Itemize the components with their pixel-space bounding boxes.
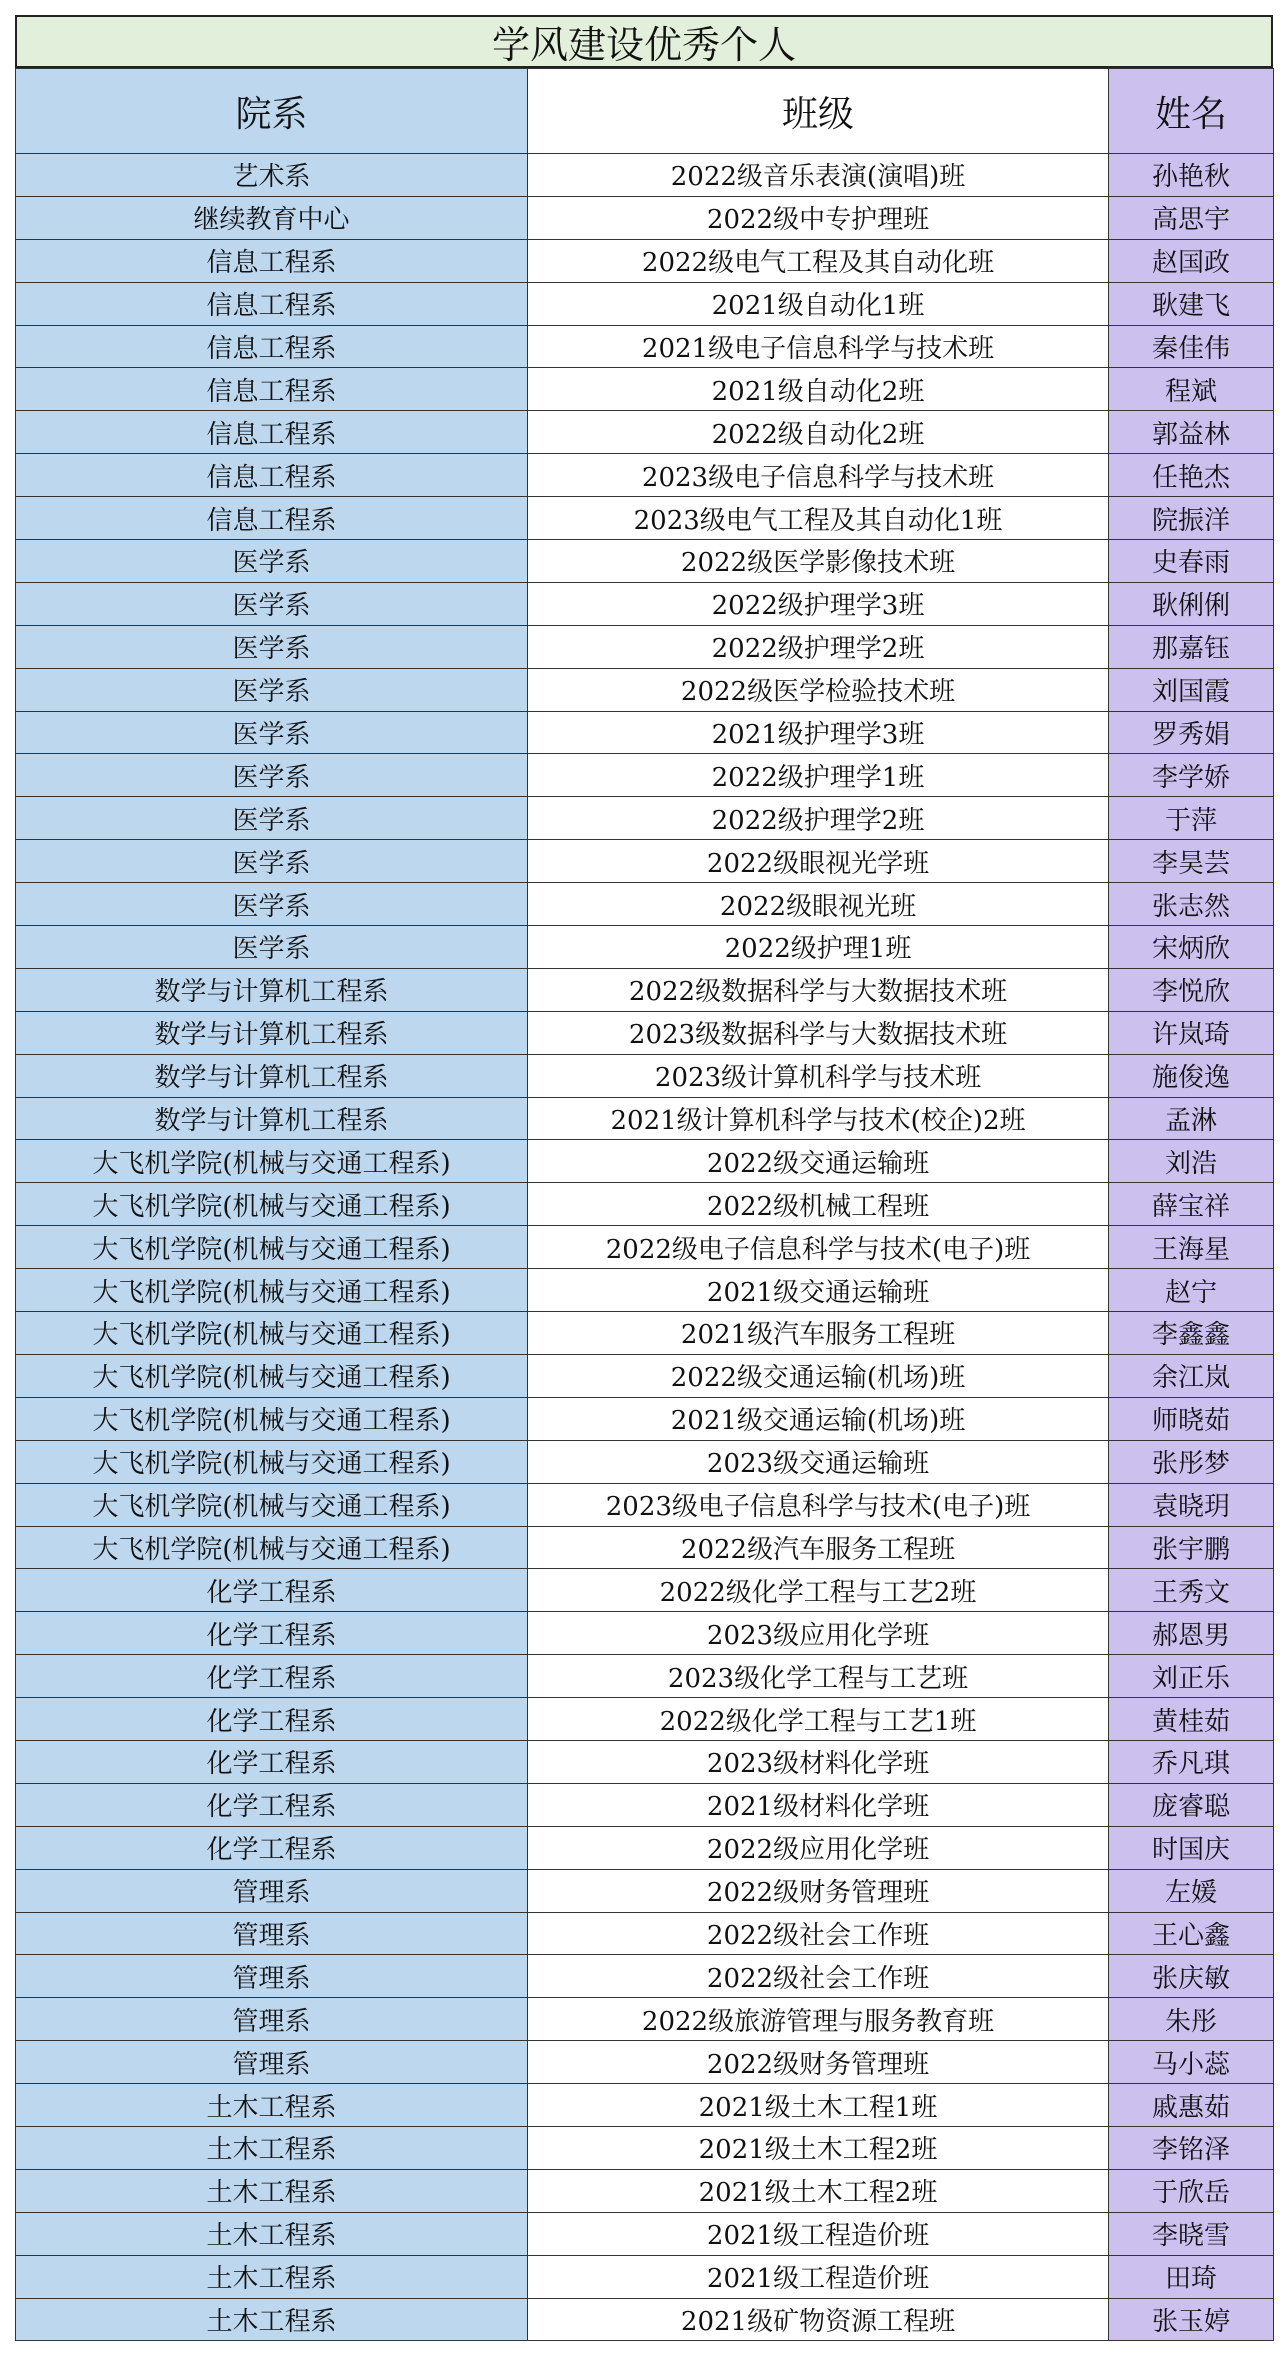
table-row <box>16 2126 1274 2169</box>
cell-name: 马小蕊 <box>1109 2041 1274 2084</box>
table-row <box>16 454 1274 497</box>
cell-name: 刘正乐 <box>1109 1655 1274 1698</box>
cell-class: 2022级护理学3班 <box>528 582 1109 625</box>
cell-dept: 医学系 <box>16 797 528 840</box>
header-row <box>16 69 1274 154</box>
cell-dept: 医学系 <box>16 582 528 625</box>
awardee-table <box>15 68 1274 2341</box>
cell-class: 2021级土木工程2班 <box>528 2126 1109 2169</box>
cell-dept: 数学与计算机工程系 <box>16 1011 528 1054</box>
cell-dept: 大飞机学院(机械与交通工程系) <box>16 1226 528 1269</box>
cell-class: 2022级化学工程与工艺1班 <box>528 1698 1109 1741</box>
cell-name: 李晓雪 <box>1109 2212 1274 2255</box>
cell-class: 2022级医学影像技术班 <box>528 540 1109 583</box>
cell-dept: 土木工程系 <box>16 2084 528 2127</box>
table-row <box>16 1483 1274 1526</box>
cell-class: 2023级电子信息科学与技术(电子)班 <box>528 1483 1109 1526</box>
cell-name: 刘国霞 <box>1109 668 1274 711</box>
cell-name: 耿建飞 <box>1109 282 1274 325</box>
cell-dept: 大飞机学院(机械与交通工程系) <box>16 1312 528 1355</box>
cell-class: 2022级电子信息科学与技术(电子)班 <box>528 1226 1109 1269</box>
table-row <box>16 497 1274 540</box>
cell-dept: 医学系 <box>16 540 528 583</box>
cell-class: 2021级工程造价班 <box>528 2212 1109 2255</box>
table-row <box>16 926 1274 969</box>
table-row <box>16 1698 1274 1741</box>
cell-name: 王海星 <box>1109 1226 1274 1269</box>
cell-class: 2022级交通运输(机场)班 <box>528 1354 1109 1397</box>
cell-dept: 信息工程系 <box>16 497 528 540</box>
award-sheet <box>15 15 1273 2341</box>
cell-class: 2021级计算机科学与技术(校企)2班 <box>528 1097 1109 1140</box>
cell-class: 2023级交通运输班 <box>528 1440 1109 1483</box>
cell-name: 刘浩 <box>1109 1140 1274 1183</box>
cell-name: 戚惠茹 <box>1109 2084 1274 2127</box>
cell-dept: 土木工程系 <box>16 2298 528 2341</box>
cell-class: 2021级护理学3班 <box>528 711 1109 754</box>
table-row <box>16 968 1274 1011</box>
cell-name: 乔凡琪 <box>1109 1740 1274 1783</box>
cell-class: 2021级自动化2班 <box>528 368 1109 411</box>
cell-name: 左媛 <box>1109 1869 1274 1912</box>
cell-class: 2022级数据科学与大数据技术班 <box>528 968 1109 1011</box>
cell-dept: 数学与计算机工程系 <box>16 1097 528 1140</box>
cell-name: 张庆敏 <box>1109 1955 1274 1998</box>
cell-dept: 大飞机学院(机械与交通工程系) <box>16 1440 528 1483</box>
cell-name: 院振洋 <box>1109 497 1274 540</box>
table-row <box>16 2255 1274 2298</box>
table-row <box>16 1955 1274 1998</box>
cell-class: 2021级土木工程2班 <box>528 2169 1109 2212</box>
cell-class: 2022级财务管理班 <box>528 2041 1109 2084</box>
cell-class: 2022级汽车服务工程班 <box>528 1526 1109 1569</box>
cell-class: 2021级汽车服务工程班 <box>528 1312 1109 1355</box>
cell-class: 2021级土木工程1班 <box>528 2084 1109 2127</box>
cell-name: 李悦欣 <box>1109 968 1274 1011</box>
cell-name: 施俊逸 <box>1109 1054 1274 1097</box>
cell-name: 赵宁 <box>1109 1269 1274 1312</box>
table-row <box>16 325 1274 368</box>
cell-class: 2022级旅游管理与服务教育班 <box>528 1998 1109 2041</box>
cell-name: 任艳杰 <box>1109 454 1274 497</box>
cell-dept: 化学工程系 <box>16 1655 528 1698</box>
cell-dept: 医学系 <box>16 668 528 711</box>
cell-name: 许岚琦 <box>1109 1011 1274 1054</box>
cell-name: 张玉婷 <box>1109 2298 1274 2341</box>
cell-class: 2022级机械工程班 <box>528 1183 1109 1226</box>
table-row <box>16 1226 1274 1269</box>
table-row <box>16 1054 1274 1097</box>
table-row <box>16 1912 1274 1955</box>
cell-name: 薛宝祥 <box>1109 1183 1274 1226</box>
cell-class: 2022级应用化学班 <box>528 1826 1109 1869</box>
cell-name: 孙艳秋 <box>1109 154 1274 197</box>
cell-dept: 土木工程系 <box>16 2255 528 2298</box>
table-row <box>16 883 1274 926</box>
cell-class: 2022级社会工作班 <box>528 1912 1109 1955</box>
table-row <box>16 1183 1274 1226</box>
cell-name: 王秀文 <box>1109 1569 1274 1612</box>
cell-class: 2021级交通运输班 <box>528 1269 1109 1312</box>
table-row <box>16 668 1274 711</box>
table-row <box>16 1612 1274 1655</box>
cell-dept: 继续教育中心 <box>16 196 528 239</box>
cell-class: 2023级化学工程与工艺班 <box>528 1655 1109 1698</box>
cell-class: 2023级应用化学班 <box>528 1612 1109 1655</box>
table-row <box>16 282 1274 325</box>
table-row <box>16 1011 1274 1054</box>
table-row <box>16 1097 1274 1140</box>
header-class: 班级 <box>528 69 1109 154</box>
cell-dept: 管理系 <box>16 2041 528 2084</box>
table-row <box>16 582 1274 625</box>
cell-dept: 大飞机学院(机械与交通工程系) <box>16 1354 528 1397</box>
table-row <box>16 1826 1274 1869</box>
cell-class: 2022级眼视光学班 <box>528 840 1109 883</box>
table-row <box>16 411 1274 454</box>
table-row <box>16 1397 1274 1440</box>
cell-class: 2022级音乐表演(演唱)班 <box>528 154 1109 197</box>
cell-name: 田琦 <box>1109 2255 1274 2298</box>
cell-class: 2022级财务管理班 <box>528 1869 1109 1912</box>
cell-dept: 信息工程系 <box>16 282 528 325</box>
table-row <box>16 1869 1274 1912</box>
cell-name: 宋炳欣 <box>1109 926 1274 969</box>
cell-dept: 信息工程系 <box>16 411 528 454</box>
cell-name: 张宇鹏 <box>1109 1526 1274 1569</box>
cell-name: 孟淋 <box>1109 1097 1274 1140</box>
cell-dept: 管理系 <box>16 1912 528 1955</box>
cell-dept: 化学工程系 <box>16 1612 528 1655</box>
cell-name: 于萍 <box>1109 797 1274 840</box>
cell-dept: 化学工程系 <box>16 1826 528 1869</box>
header-dept: 院系 <box>16 69 528 154</box>
cell-name: 程斌 <box>1109 368 1274 411</box>
table-row <box>16 754 1274 797</box>
cell-name: 于欣岳 <box>1109 2169 1274 2212</box>
cell-dept: 管理系 <box>16 1998 528 2041</box>
table-row <box>16 2169 1274 2212</box>
cell-class: 2022级中专护理班 <box>528 196 1109 239</box>
cell-name: 余江岚 <box>1109 1354 1274 1397</box>
cell-class: 2022级护理学1班 <box>528 754 1109 797</box>
cell-class: 2021级交通运输(机场)班 <box>528 1397 1109 1440</box>
cell-dept: 医学系 <box>16 840 528 883</box>
cell-class: 2022级眼视光班 <box>528 883 1109 926</box>
cell-dept: 信息工程系 <box>16 368 528 411</box>
cell-name: 高思宇 <box>1109 196 1274 239</box>
sheet-title: 学风建设优秀个人 <box>15 15 1273 68</box>
cell-dept: 大飞机学院(机械与交通工程系) <box>16 1183 528 1226</box>
cell-dept: 艺术系 <box>16 154 528 197</box>
cell-dept: 化学工程系 <box>16 1783 528 1826</box>
table-row <box>16 2041 1274 2084</box>
cell-class: 2021级工程造价班 <box>528 2255 1109 2298</box>
cell-dept: 信息工程系 <box>16 325 528 368</box>
cell-name: 那嘉钰 <box>1109 625 1274 668</box>
cell-class: 2022级护理学2班 <box>528 625 1109 668</box>
cell-class: 2022级医学检验技术班 <box>528 668 1109 711</box>
cell-dept: 大飞机学院(机械与交通工程系) <box>16 1397 528 1440</box>
cell-class: 2022级电气工程及其自动化班 <box>528 239 1109 282</box>
table-row <box>16 2212 1274 2255</box>
cell-class: 2021级矿物资源工程班 <box>528 2298 1109 2341</box>
table-row <box>16 1783 1274 1826</box>
table-row <box>16 840 1274 883</box>
cell-name: 张志然 <box>1109 883 1274 926</box>
cell-name: 朱彤 <box>1109 1998 1274 2041</box>
cell-name: 王心鑫 <box>1109 1912 1274 1955</box>
cell-dept: 大飞机学院(机械与交通工程系) <box>16 1140 528 1183</box>
table-row <box>16 1998 1274 2041</box>
table-row <box>16 2298 1274 2341</box>
cell-name: 庞睿聪 <box>1109 1783 1274 1826</box>
cell-class: 2022级交通运输班 <box>528 1140 1109 1183</box>
cell-class: 2022级护理学2班 <box>528 797 1109 840</box>
cell-dept: 土木工程系 <box>16 2212 528 2255</box>
table-row <box>16 2084 1274 2127</box>
cell-class: 2023级计算机科学与技术班 <box>528 1054 1109 1097</box>
cell-class: 2022级化学工程与工艺2班 <box>528 1569 1109 1612</box>
cell-class: 2021级电子信息科学与技术班 <box>528 325 1109 368</box>
cell-dept: 医学系 <box>16 625 528 668</box>
cell-dept: 医学系 <box>16 926 528 969</box>
cell-name: 赵国政 <box>1109 239 1274 282</box>
cell-class: 2023级数据科学与大数据技术班 <box>528 1011 1109 1054</box>
cell-dept: 信息工程系 <box>16 454 528 497</box>
table-row <box>16 1655 1274 1698</box>
table-row <box>16 1269 1274 1312</box>
table-row <box>16 368 1274 411</box>
table-row <box>16 1312 1274 1355</box>
table-row <box>16 239 1274 282</box>
cell-dept: 土木工程系 <box>16 2169 528 2212</box>
cell-class: 2022级自动化2班 <box>528 411 1109 454</box>
table-row <box>16 1569 1274 1612</box>
table-row <box>16 196 1274 239</box>
cell-class: 2021级自动化1班 <box>528 282 1109 325</box>
cell-dept: 医学系 <box>16 883 528 926</box>
cell-name: 师晓茹 <box>1109 1397 1274 1440</box>
cell-class: 2023级材料化学班 <box>528 1740 1109 1783</box>
cell-name: 郭益林 <box>1109 411 1274 454</box>
cell-dept: 化学工程系 <box>16 1569 528 1612</box>
cell-name: 李铭泽 <box>1109 2126 1274 2169</box>
table-row <box>16 625 1274 668</box>
cell-name: 郝恩男 <box>1109 1612 1274 1655</box>
cell-name: 秦佳伟 <box>1109 325 1274 368</box>
table-row <box>16 1140 1274 1183</box>
cell-dept: 医学系 <box>16 754 528 797</box>
cell-name: 黄桂茹 <box>1109 1698 1274 1741</box>
cell-name: 耿俐俐 <box>1109 582 1274 625</box>
cell-dept: 土木工程系 <box>16 2126 528 2169</box>
cell-class: 2022级社会工作班 <box>528 1955 1109 1998</box>
table-row <box>16 1526 1274 1569</box>
cell-class: 2021级材料化学班 <box>528 1783 1109 1826</box>
table-row <box>16 1740 1274 1783</box>
cell-dept: 数学与计算机工程系 <box>16 968 528 1011</box>
cell-name: 袁晓玥 <box>1109 1483 1274 1526</box>
table-row <box>16 540 1274 583</box>
cell-dept: 大飞机学院(机械与交通工程系) <box>16 1483 528 1526</box>
cell-dept: 管理系 <box>16 1955 528 1998</box>
cell-dept: 大飞机学院(机械与交通工程系) <box>16 1526 528 1569</box>
header-name: 姓名 <box>1109 69 1274 154</box>
cell-dept: 医学系 <box>16 711 528 754</box>
cell-class: 2023级电子信息科学与技术班 <box>528 454 1109 497</box>
cell-dept: 信息工程系 <box>16 239 528 282</box>
cell-dept: 化学工程系 <box>16 1698 528 1741</box>
cell-name: 李昊芸 <box>1109 840 1274 883</box>
cell-class: 2023级电气工程及其自动化1班 <box>528 497 1109 540</box>
cell-dept: 化学工程系 <box>16 1740 528 1783</box>
cell-name: 李学娇 <box>1109 754 1274 797</box>
cell-dept: 大飞机学院(机械与交通工程系) <box>16 1269 528 1312</box>
cell-dept: 数学与计算机工程系 <box>16 1054 528 1097</box>
table-row <box>16 1354 1274 1397</box>
cell-name: 李鑫鑫 <box>1109 1312 1274 1355</box>
table-row <box>16 797 1274 840</box>
table-row <box>16 1440 1274 1483</box>
cell-name: 时国庆 <box>1109 1826 1274 1869</box>
cell-class: 2022级护理1班 <box>528 926 1109 969</box>
cell-dept: 管理系 <box>16 1869 528 1912</box>
table-row <box>16 711 1274 754</box>
table-row <box>16 154 1274 197</box>
cell-name: 史春雨 <box>1109 540 1274 583</box>
cell-name: 罗秀娟 <box>1109 711 1274 754</box>
cell-name: 张彤梦 <box>1109 1440 1274 1483</box>
